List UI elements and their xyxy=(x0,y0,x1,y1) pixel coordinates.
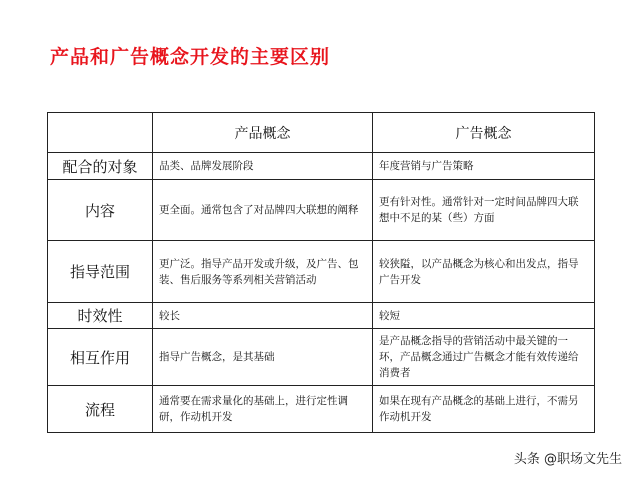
product-cell: 更广泛。指导产品开发或升级，及广告、包装、售后服务等系列相关营销活动 xyxy=(153,241,373,303)
ad-cell: 是产品概念指导的营销活动中最关键的一环，产品概念通过广告概念才能有效传递给消费者 xyxy=(373,329,595,386)
product-cell: 较长 xyxy=(153,303,373,329)
ad-cell: 更有针对性。通常针对一定时间品牌四大联想中不足的某（些）方面 xyxy=(373,180,595,241)
row-label: 相互作用 xyxy=(48,329,153,386)
ad-cell: 年度营销与广告策略 xyxy=(373,153,595,180)
table-row xyxy=(48,386,595,433)
table-row xyxy=(48,303,595,329)
product-cell: 指导广告概念，是其基础 xyxy=(153,329,373,386)
product-cell: 通常要在需求量化的基础上，进行定性调研，作动机开发 xyxy=(153,386,373,433)
product-cell: 更全面。通常包含了对品牌四大联想的阐释 xyxy=(153,180,373,241)
row-label: 时效性 xyxy=(48,303,153,329)
ad-cell: 较短 xyxy=(373,303,595,329)
ad-cell: 较狭隘，以产品概念为核心和出发点，指导广告开发 xyxy=(373,241,595,303)
product-cell: 品类、品牌发展阶段 xyxy=(153,153,373,180)
page-title: 产品和广告概念开发的主要区别 xyxy=(50,46,331,68)
table-row xyxy=(48,329,595,386)
row-label: 指导范围 xyxy=(48,241,153,303)
watermark: 头条 @职场文先生 xyxy=(513,452,622,467)
table-row xyxy=(48,153,595,180)
header-empty xyxy=(48,113,153,153)
row-label: 内容 xyxy=(48,180,153,241)
table-row xyxy=(48,180,595,241)
row-label: 配合的对象 xyxy=(48,153,153,180)
header-ad-concept: 广告概念 xyxy=(373,113,595,153)
ad-cell: 如果在现有产品概念的基础上进行，不需另作动机开发 xyxy=(373,386,595,433)
comparison-table xyxy=(47,112,595,433)
table-header-row xyxy=(48,113,595,153)
row-label: 流程 xyxy=(48,386,153,433)
header-product-concept: 产品概念 xyxy=(153,113,373,153)
table-row xyxy=(48,241,595,303)
